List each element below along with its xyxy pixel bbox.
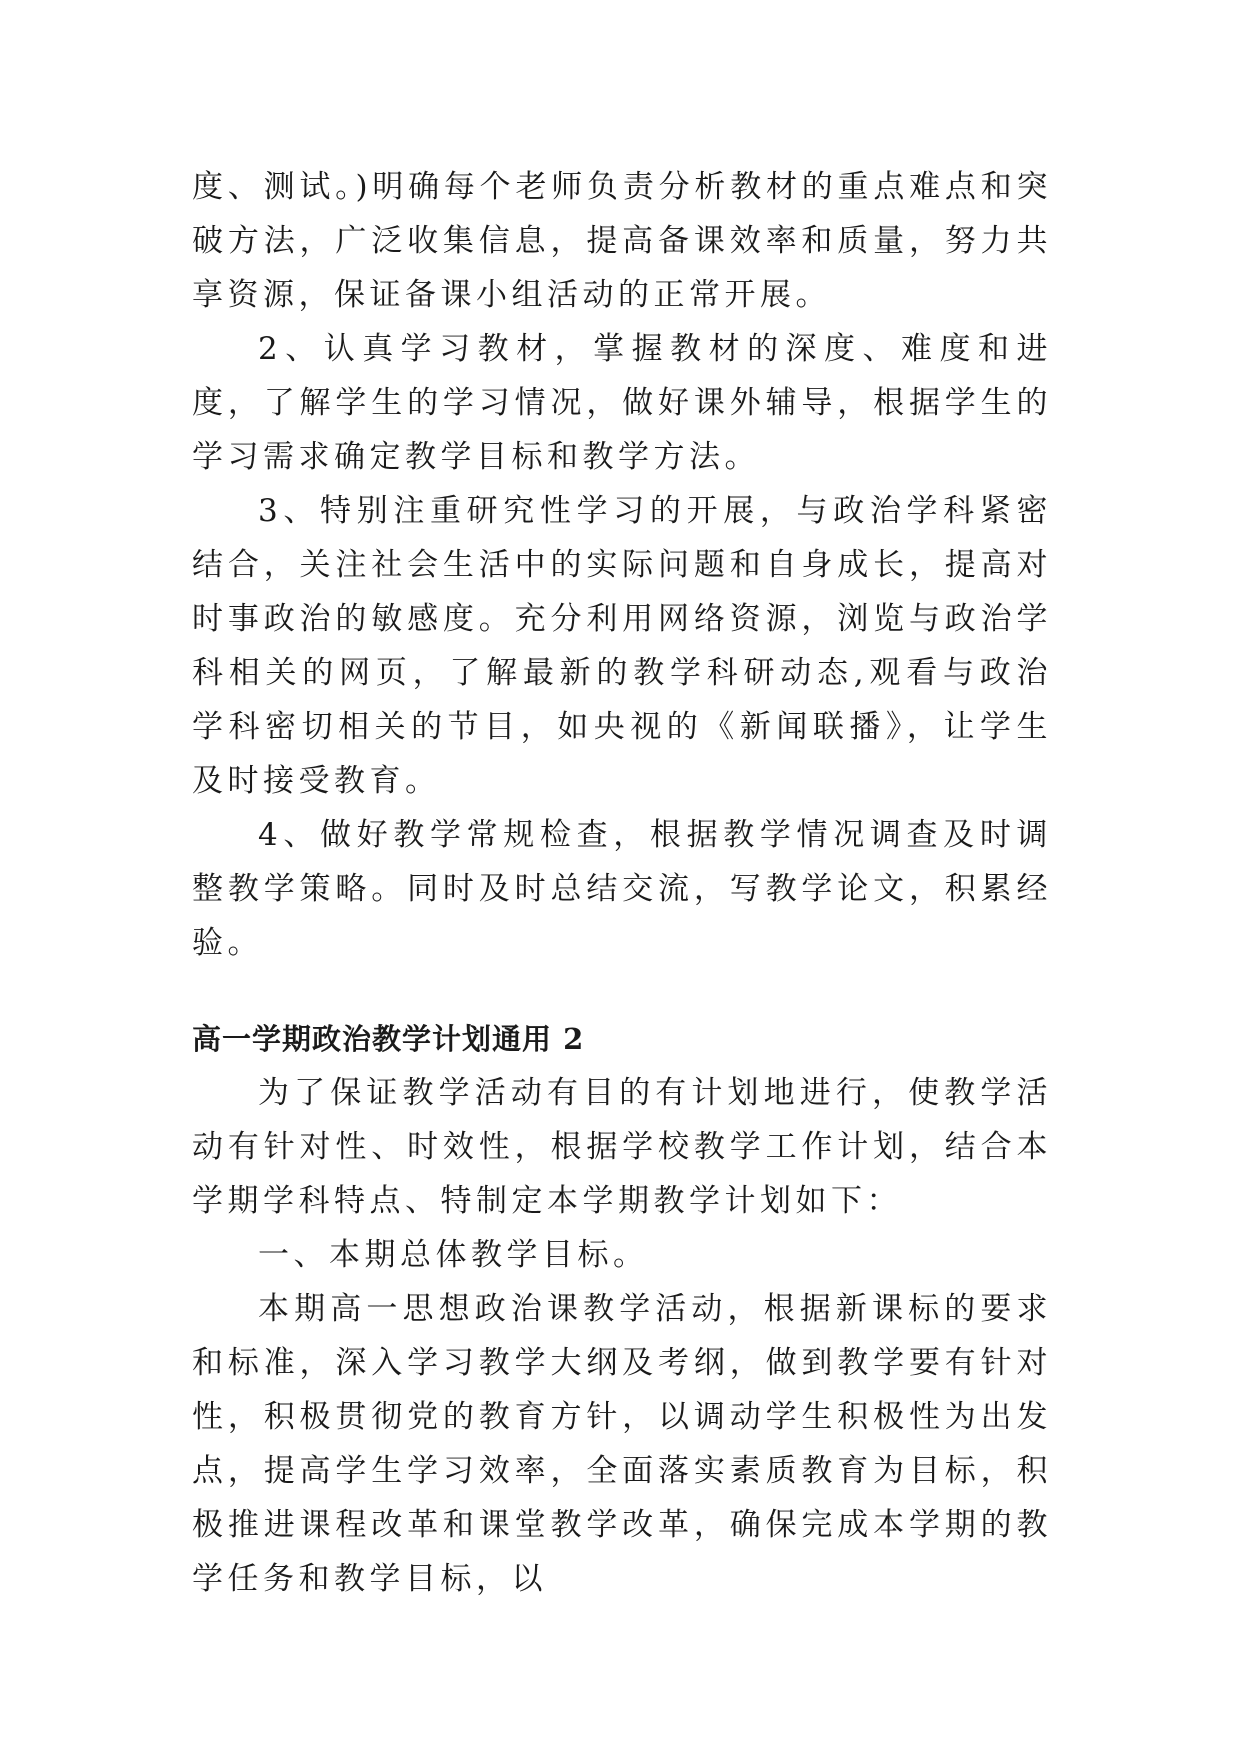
paragraph-item-3: 3、特别注重研究性学习的开展，与政治学科紧密结合，关注社会生活中的实际问题和自身成长，提高对时事政治的敏感度。充分利用网络资源，浏览与政治学科相关的网页，了解最新的教学科研动态,观看与政治学科密切相关的节目，如央视的《新闻联播》，让学生及时接受教育。 (192, 493, 1052, 799)
paragraph-continuation: 度、测试。)明确每个老师负责分析教材的重点难点和突破方法，广泛收集信息，提高备课效率和质量，努力共享资源，保证备课小组活动的正常开展。 (192, 169, 1052, 313)
paragraph-item-2: 2、认真学习教材，掌握教材的深度、难度和进度，了解学生的学习情况，做好课外辅导，根据学生的学习需求确定教学目标和教学方法。 (192, 331, 1052, 475)
paragraph-goals: 本期高一思想政治课教学活动，根据新课标的要求和标准，深入学习教学大纲及考纲，做到教学要有针对性，积极贯彻党的教育方针，以调动学生积极性为出发点，提高学生学习效率，全面落实素质教育为目标，积极推进课程改革和课堂教学改革，确保完成本学期的教学任务和教学目标，以 (192, 1291, 1052, 1597)
paragraph-item-4: 4、做好教学常规检查，根据教学情况调查及时调整教学策略。同时及时总结交流，写教学论文，积累经验。 (192, 817, 1052, 961)
section-title: 高一学期政治教学计划通用 2 (192, 1022, 585, 1056)
section-spacer (192, 970, 1052, 1012)
paragraph-intro: 为了保证教学活动有目的有计划地进行，使教学活动有针对性、时效性，根据学校教学工作计划，结合本学期学科特点、特制定本学期教学计划如下： (192, 1075, 1052, 1219)
paragraph-subheading: 一、本期总体教学目标。 (258, 1237, 649, 1273)
document-body (192, 160, 1052, 1606)
